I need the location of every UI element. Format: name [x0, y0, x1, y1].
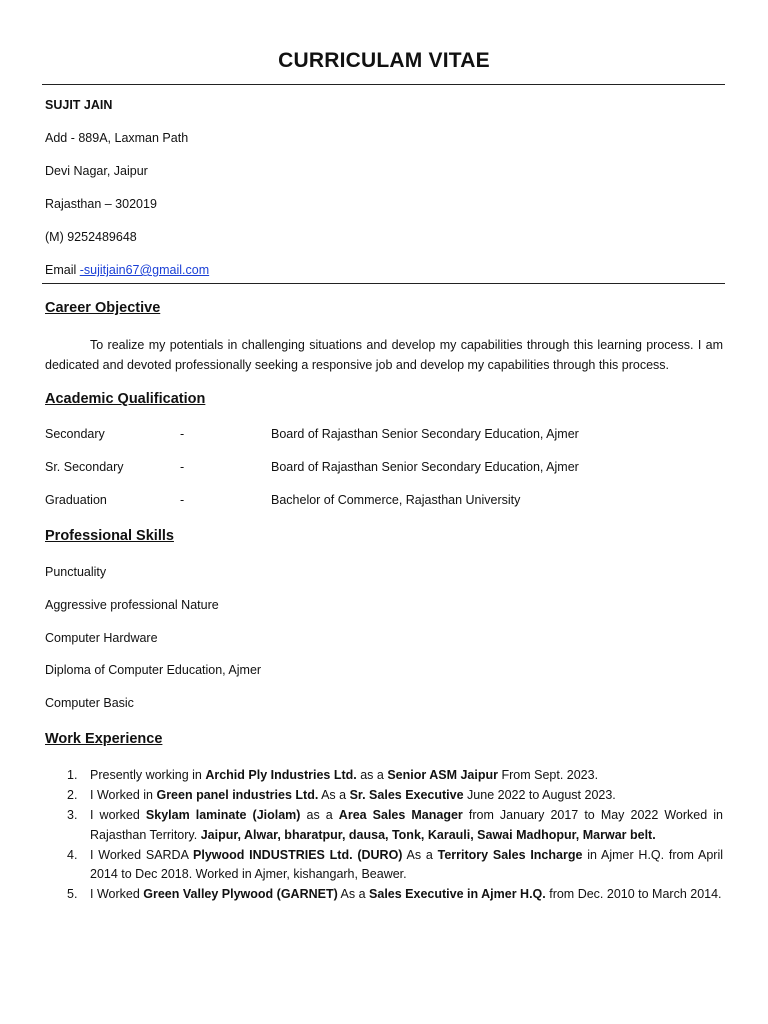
work-text: from January 2017 to May 2022 Worked in Rajasthan Territory. — [90, 808, 723, 842]
work-highlight-text: Skylam laminate (Jiolam) — [145, 808, 301, 822]
list-number: 5. — [67, 887, 78, 901]
work-text: June 2022 to August 2023. — [463, 788, 616, 802]
work-experience-item — [45, 766, 723, 786]
work-text: I Worked SARDA — [90, 847, 194, 862]
contact-divider — [42, 283, 725, 284]
address-line-3: Rajasthan – 302019 — [45, 197, 157, 211]
work-experience-list — [45, 766, 723, 905]
email-label: Email — [45, 263, 80, 277]
list-number: 2. — [67, 788, 78, 802]
qualification-row — [45, 460, 725, 478]
work-experience-item — [45, 885, 723, 905]
work-highlight-text: Archid Ply Industries Ltd. — [205, 768, 357, 782]
qualification-level: Secondary — [45, 427, 105, 441]
work-highlight-text: Sales Executive in Ajmer H.Q. — [369, 887, 546, 901]
work-text: as a — [356, 768, 388, 782]
career-objective-heading: Career Objective — [45, 300, 161, 316]
work-text: As a — [318, 788, 350, 802]
work-text: Presently working in — [90, 768, 206, 782]
list-number: 3. — [67, 808, 78, 822]
work-text: I Worked in — [90, 788, 157, 802]
work-experience-item — [45, 806, 723, 845]
list-number: 1. — [67, 768, 78, 782]
qualification-board: Bachelor of Commerce, Rajasthan University — [271, 493, 521, 507]
qualification-row — [45, 427, 725, 445]
work-text: I worked — [90, 808, 146, 822]
work-highlight-text: Plywood INDUSTRIES Ltd. (DURO) — [193, 847, 403, 862]
candidate-name: SUJIT JAIN — [45, 98, 113, 112]
work-text: from Dec. 2010 to March 2014. — [545, 887, 722, 901]
qualification-level: Sr. Secondary — [45, 460, 124, 474]
qualification-board: Board of Rajasthan Senior Secondary Education, Ajmer — [271, 460, 579, 474]
skill-item: Punctuality — [45, 565, 107, 579]
address-line-1: Add - 889A, Laxman Path — [45, 131, 189, 145]
work-highlight-text: Territory Sales Incharge — [437, 847, 583, 862]
work-highlight-text: Senior ASM Jaipur — [387, 768, 498, 782]
list-number: 4. — [67, 847, 78, 862]
qualification-board: Board of Rajasthan Senior Secondary Education, Ajmer — [271, 427, 579, 441]
work-text: I Worked — [90, 887, 144, 901]
qualification-level: Graduation — [45, 493, 107, 507]
qualification-dash: - — [180, 493, 185, 507]
skill-item: Computer Basic — [45, 696, 134, 710]
work-experience-item — [45, 786, 723, 806]
email-link[interactable]: -sujitjain67@gmail.com — [79, 263, 210, 277]
work-highlight-text: Sr. Sales Executive — [349, 788, 464, 802]
academic-heading: Academic Qualification — [45, 391, 206, 407]
qualification-dash: - — [180, 427, 185, 441]
address-line-2: Devi Nagar, Jaipur — [45, 164, 148, 178]
qualification-row — [45, 493, 725, 511]
work-highlight-text: Green panel industries Ltd. — [156, 788, 319, 802]
work-text: From Sept. 2023. — [498, 768, 599, 782]
work-experience-item — [45, 846, 723, 885]
skill-item: Diploma of Computer Education, Ajmer — [45, 663, 262, 677]
work-text: As a — [402, 847, 438, 862]
skills-heading: Professional Skills — [45, 528, 174, 544]
document-title: CURRICULAM VITAE — [278, 49, 490, 72]
work-highlight-text: Jaipur, Alwar, bharatpur, dausa, Tonk, Karauli, Sawai Madhopur, Marwar belt. — [200, 827, 656, 842]
work-text: as a — [300, 808, 339, 822]
work-text: As a — [337, 887, 370, 901]
qualification-dash: - — [180, 460, 185, 474]
email-line — [45, 263, 209, 277]
skill-item: Computer Hardware — [45, 631, 158, 645]
title-divider — [42, 84, 725, 85]
work-highlight-text: Green Valley Plywood (GARNET) — [143, 887, 338, 901]
skill-item: Aggressive professional Nature — [45, 598, 219, 612]
mobile-number: (M) 9252489648 — [45, 230, 137, 244]
work-text: in Ajmer H.Q. from April 2014 to Dec 2018. Worked in Ajmer, kishangarh, Beawer. — [90, 847, 723, 881]
work-highlight-text: Area Sales Manager — [338, 808, 463, 822]
career-objective-text: To realize my potentials in challenging situations and develop my capabilities through this learning process. I am dedicated and devoted professionally seeking a responsive job and develop my capabilities through this process. — [45, 338, 723, 372]
work-heading: Work Experience — [45, 731, 163, 747]
